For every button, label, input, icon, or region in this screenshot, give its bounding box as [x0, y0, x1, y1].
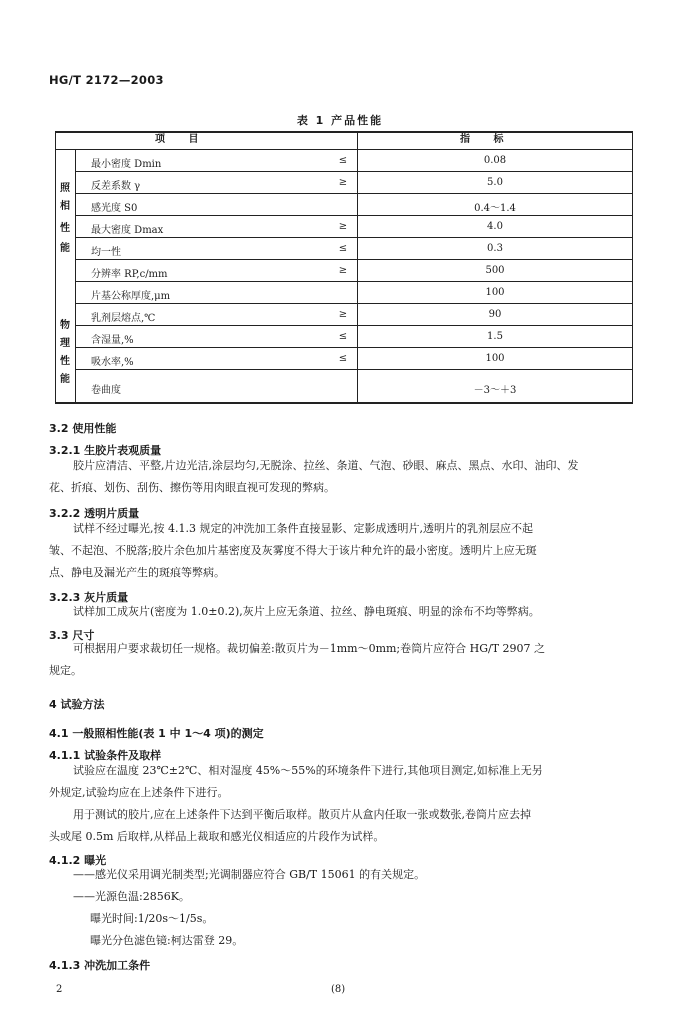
paragraph-line: ——光源色温:2856K。 — [73, 890, 190, 903]
group-label-char: 能 — [60, 374, 70, 385]
paragraph-line: 试验应在温度 23℃±2℃、相对湿度 45%～55%的环境条件下进行,其他项目测定,如标准上无另 — [73, 764, 543, 777]
paragraph-line: 可根据用户要求裁切任一规格。裁切偏差:散页片为－1mm～0mm;卷筒片应符合 HG/T 2907 之 — [73, 642, 546, 655]
table-row-value: 5.0 — [487, 177, 503, 188]
table-row-item: 反差系数 γ — [91, 181, 141, 192]
table-row-item: 感光度 S0 — [91, 203, 138, 214]
paragraph-line: 胶片应清洁、平整,片边光洁,涂层均匀,无脱涂、拉丝、条道、气泡、砂眼、麻点、黑点、水印、油印、发 — [73, 459, 579, 472]
section-heading: 4 试验方法 — [49, 698, 105, 711]
section-heading: 3.2.3 灰片质量 — [49, 591, 129, 604]
table-row-value: 100 — [485, 353, 505, 364]
table-row-item: 乳剂层熔点,℃ — [91, 313, 156, 324]
product-performance-table — [55, 131, 633, 403]
paragraph-line: 试样加工成灰片(密度为 1.0±0.2),灰片上应无条道、拉丝、静电斑痕、明显的涂布不均等弊病。 — [73, 605, 540, 618]
document-code-header: HG/T 2172—2003 — [49, 73, 164, 87]
section-heading: 3.2.2 透明片质量 — [49, 507, 140, 520]
section-heading: 4.1.3 冲洗加工条件 — [49, 959, 151, 972]
table-row-operator: ≤ — [338, 353, 348, 364]
paragraph-line: 头或尾 0.5m 后取样,从样品上裁取和感光仪相适应的片段作为试样。 — [49, 830, 385, 843]
paragraph-line: 点、静电及漏光产生的斑痕等弊病。 — [49, 566, 225, 579]
group-label-char: 照 — [60, 183, 70, 194]
paragraph-line: ——感光仪采用调光制类型;光调制器应符合 GB/T 15061 的有关规定。 — [73, 868, 426, 881]
table-row-value: 500 — [485, 265, 505, 276]
table-row-value: 4.0 — [487, 221, 503, 232]
table-row-value: 0.3 — [487, 243, 503, 254]
table-row-item: 片基公称厚度,μm — [91, 291, 171, 302]
table-row-operator: ≤ — [338, 243, 348, 254]
paragraph-line: 曝光时间:1/20s～1/5s。 — [90, 912, 214, 925]
group-label-char: 能 — [60, 243, 70, 254]
table-row-value: 0.08 — [483, 155, 507, 166]
section-heading: 3.3 尺寸 — [49, 629, 95, 642]
page-number: 2 — [56, 984, 63, 995]
section-heading: 3.2.1 生胶片表观质量 — [49, 444, 162, 457]
group-label-char: 性 — [60, 356, 70, 367]
table-row-operator: ≤ — [338, 331, 348, 342]
table-row-value: 1.5 — [487, 331, 503, 342]
table-row-item: 最大密度 Dmax — [91, 225, 164, 236]
section-heading: 4.1 一般照相性能(表 1 中 1～4 项)的测定 — [49, 727, 264, 740]
paragraph-line: 皱、不起泡、不脱落;胶片余色加片基密度及灰雾度不得大于该片种允许的最小密度。透明片上应无斑 — [49, 544, 537, 557]
group-label-char: 性 — [60, 223, 70, 234]
group-label-char: 物 — [60, 320, 70, 331]
table-row-value: 100 — [485, 287, 505, 298]
table-row-value: 90 — [488, 309, 502, 320]
group-label-char: 相 — [60, 201, 70, 212]
table-row-item: 分辨率 RP,c/mm — [91, 269, 168, 280]
section-heading: 4.1.2 曝光 — [49, 854, 107, 867]
section-heading: 4.1.1 试验条件及取样 — [49, 749, 162, 762]
table-row-value: －3～＋3 — [473, 385, 517, 396]
table-row-item: 含湿量,% — [91, 335, 134, 346]
paragraph-line: 规定。 — [49, 664, 82, 677]
table-row-value: 0.4～1.4 — [474, 203, 516, 214]
table-row-item: 最小密度 Dmin — [91, 159, 162, 170]
paragraph-line: 曝光分色滤色镜:柯达雷登 29。 — [90, 934, 244, 947]
table-row-item: 均一性 — [91, 247, 121, 258]
column-header-item: 项 目 — [155, 134, 209, 145]
table-row-operator: ≥ — [338, 177, 348, 188]
page-mark: (8) — [331, 984, 346, 995]
section-heading: 3.2 使用性能 — [49, 422, 117, 435]
table-row-operator: ≥ — [338, 265, 348, 276]
table-row-item: 吸水率,% — [91, 357, 134, 368]
table-title: 表 1 产品性能 — [296, 114, 384, 127]
paragraph-line: 外规定,试验均应在上述条件下进行。 — [49, 786, 229, 799]
paragraph-line: 用于测试的胶片,应在上述条件下达到平衡后取样。散页片从盒内任取一张或数张,卷筒片应去掉 — [73, 808, 531, 821]
paragraph-line: 花、折痕、划伤、刮伤、擦伤等用肉眼直视可发现的弊病。 — [49, 481, 335, 494]
table-row-item: 卷曲度 — [91, 385, 121, 396]
table-row-operator: ≤ — [338, 155, 348, 166]
group-label-char: 理 — [60, 338, 70, 349]
column-header-spec: 指 标 — [460, 134, 514, 145]
paragraph-line: 试样不经过曝光,按 4.1.3 规定的冲洗加工条件直接显影、定影成透明片,透明片的乳剂层应不起 — [73, 522, 533, 535]
table-row-operator: ≥ — [338, 309, 348, 320]
table-row-operator: ≥ — [338, 221, 348, 232]
